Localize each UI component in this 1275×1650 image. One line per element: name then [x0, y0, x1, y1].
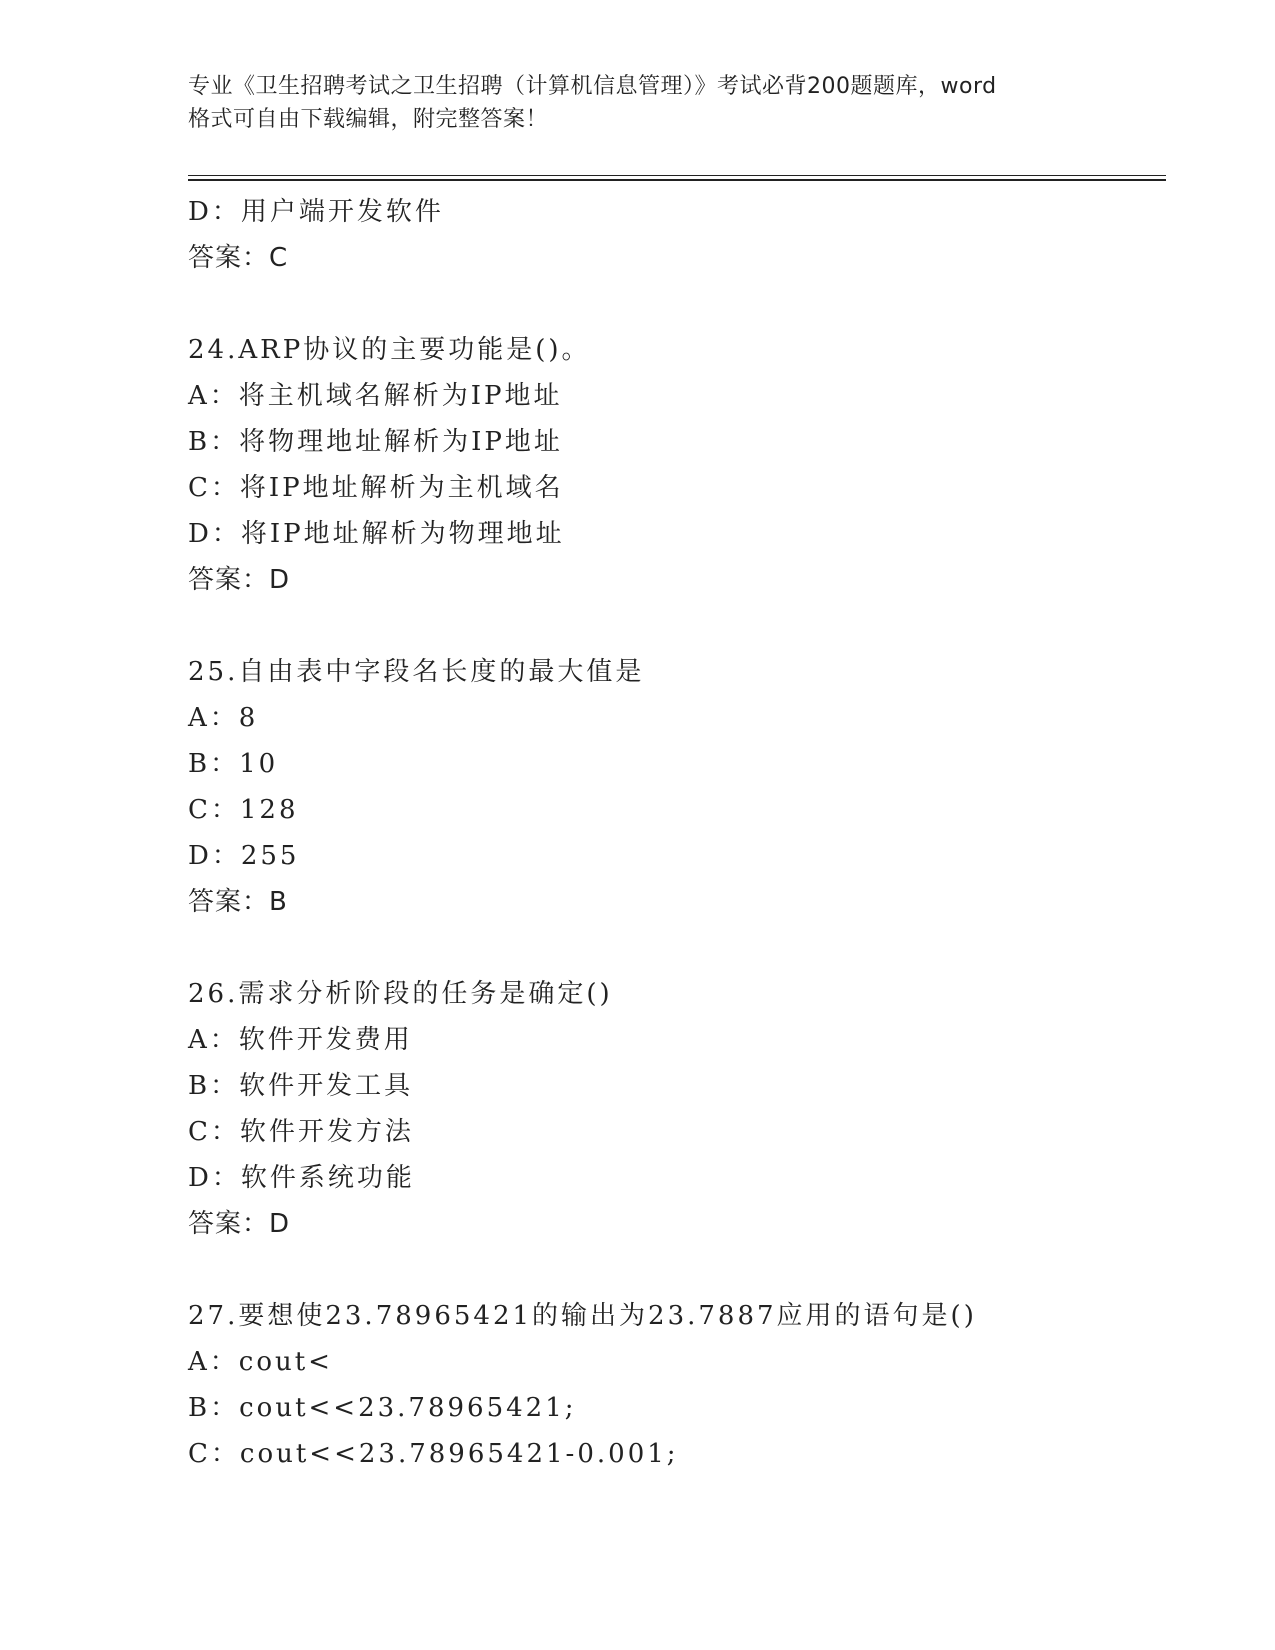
- option-d: D：软件系统功能: [188, 1163, 415, 1193]
- option-c: C：cout<<23.78965421-0.001;: [188, 1439, 679, 1469]
- header-divider-thin: [188, 175, 1166, 176]
- option-a: A：cout<: [188, 1347, 333, 1377]
- option-d: D：255: [188, 841, 300, 871]
- question-stem: 25.自由表中字段名长度的最大值是: [188, 657, 645, 687]
- header-line-2: 格式可自由下载编辑，附完整答案！: [188, 107, 549, 132]
- question-23-tail: [188, 189, 1148, 281]
- option-c: C：将IP地址解析为主机域名: [188, 473, 564, 503]
- option-c: C：软件开发方法: [188, 1117, 414, 1147]
- spacer: [188, 281, 1148, 327]
- question-26: [188, 971, 1148, 1247]
- spacer: [188, 1247, 1148, 1293]
- question-27: [188, 1293, 1148, 1477]
- option-b: B：10: [188, 749, 279, 779]
- spacer: [188, 603, 1148, 649]
- question-stem: 27.要想使23.78965421的输出为23.7887应用的语句是(): [188, 1301, 977, 1331]
- header-line-1: 专业《卫生招聘考试之卫生招聘（计算机信息管理）》考试必背200题题库，word: [188, 74, 997, 99]
- option-a: A：将主机域名解析为IP地址: [188, 381, 563, 411]
- option-a: A：8: [188, 703, 259, 733]
- question-stem: 24.ARP协议的主要功能是()。: [188, 335, 591, 365]
- spacer: [188, 925, 1148, 971]
- answer: 答案：B: [188, 887, 288, 917]
- document-header: [188, 70, 1088, 136]
- option-b: B：软件开发工具: [188, 1071, 414, 1101]
- option-b: B：将物理地址解析为IP地址: [188, 427, 563, 457]
- question-25: [188, 649, 1148, 925]
- answer: 答案：C: [188, 243, 289, 273]
- option-d: D：用户端开发软件: [188, 197, 444, 227]
- header-divider-thick: [188, 179, 1166, 181]
- answer: 答案：D: [188, 565, 291, 595]
- option-b: B：cout<<23.78965421;: [188, 1393, 577, 1423]
- question-24: [188, 327, 1148, 603]
- option-c: C：128: [188, 795, 299, 825]
- answer: 答案：D: [188, 1209, 291, 1239]
- question-list: [188, 189, 1148, 1477]
- option-a: A：软件开发费用: [188, 1025, 413, 1055]
- option-d: D：将IP地址解析为物理地址: [188, 519, 565, 549]
- question-stem: 26.需求分析阶段的任务是确定(): [188, 979, 613, 1009]
